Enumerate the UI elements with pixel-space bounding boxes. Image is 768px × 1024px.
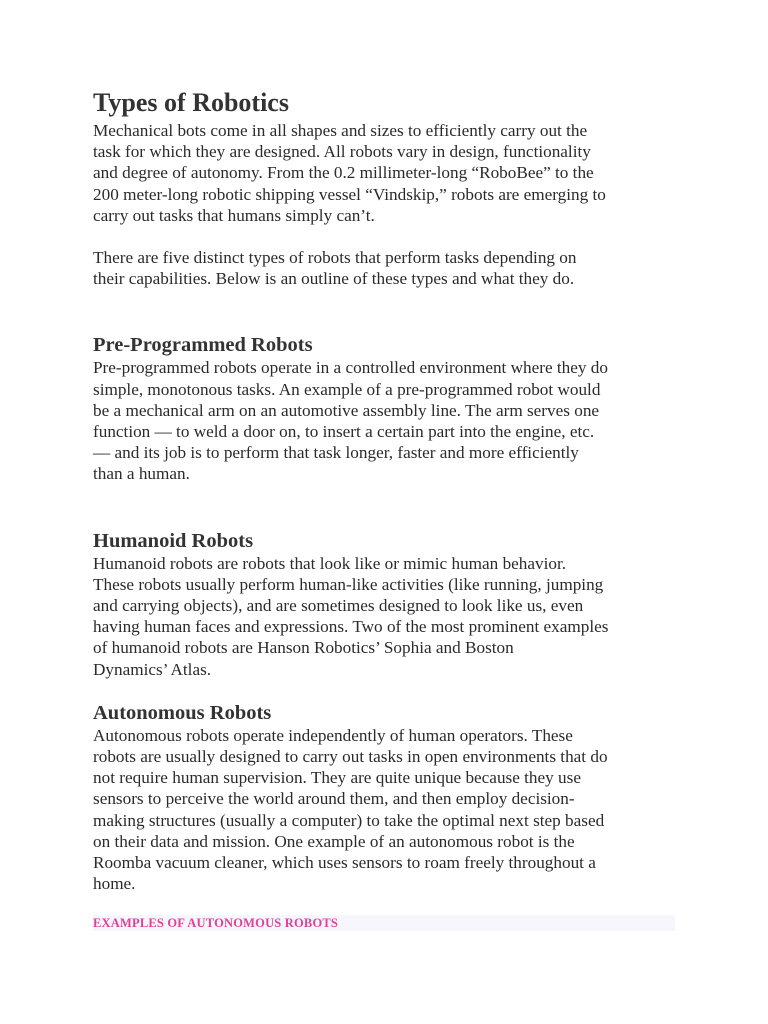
- page-title: Types of Robotics: [93, 88, 289, 117]
- examples-caption: EXAMPLES OF AUTONOMOUS ROBOTS: [93, 915, 675, 931]
- section-heading-autonomous: Autonomous Robots: [93, 701, 272, 724]
- section-body-pre-programmed: Pre-programmed robots operate in a controlled environment where they do simple, monotonous tasks. An example of a pre-programmed robot would be a mechanical arm on an automotive assembly line. The arm serves one function — to weld a door on, to insert a certain part into the engine, etc. — and its job is to perform that task longer, faster and more efficiently than a human.: [93, 358, 608, 484]
- paragraph-gap: [93, 226, 676, 247]
- intro-paragraph-1: Mechanical bots come in all shapes and sizes to efficiently carry out the task for which they are designed. All robots vary in design, functionality and degree of autonomy. From the 0.2 millimeter-long “RoboBee” to the 200 meter-long robotic shipping vessel “Vindskip,” robots are emerging to carry out tasks that humans simply can’t.: [93, 121, 606, 225]
- section-body-autonomous: Autonomous robots operate independently of human operators. These robots are usually designed to carry out tasks in open environments that do not require human supervision. They are quite unique because they use sensors to perceive the world around them, and then employ decision- making structures (usually a computer) to take the optimal next step based on their data and mission. One example of an autonomous robot is the Roomba vacuum cleaner, which uses sensors to roam freely throughout a home.: [93, 725, 608, 894]
- section-heading-humanoid: Humanoid Robots: [93, 529, 254, 552]
- section-body-humanoid: Humanoid robots are robots that look like or mimic human behavior. These robots usually perform human-like activities (like running, jumping and carrying objects), and are sometimes designed to look like us, even having human faces and expressions. Two of the most prominent examples of humanoid robots are Hanson Robotics’ Sophia and Boston Dynamics’ Atlas.: [93, 553, 609, 679]
- intro-paragraph-2: There are five distinct types of robots that perform tasks depending on their capabilities. Below is an outline of these types and what they do.: [93, 248, 577, 289]
- section-heading-pre-programmed: Pre-Programmed Robots: [93, 334, 313, 357]
